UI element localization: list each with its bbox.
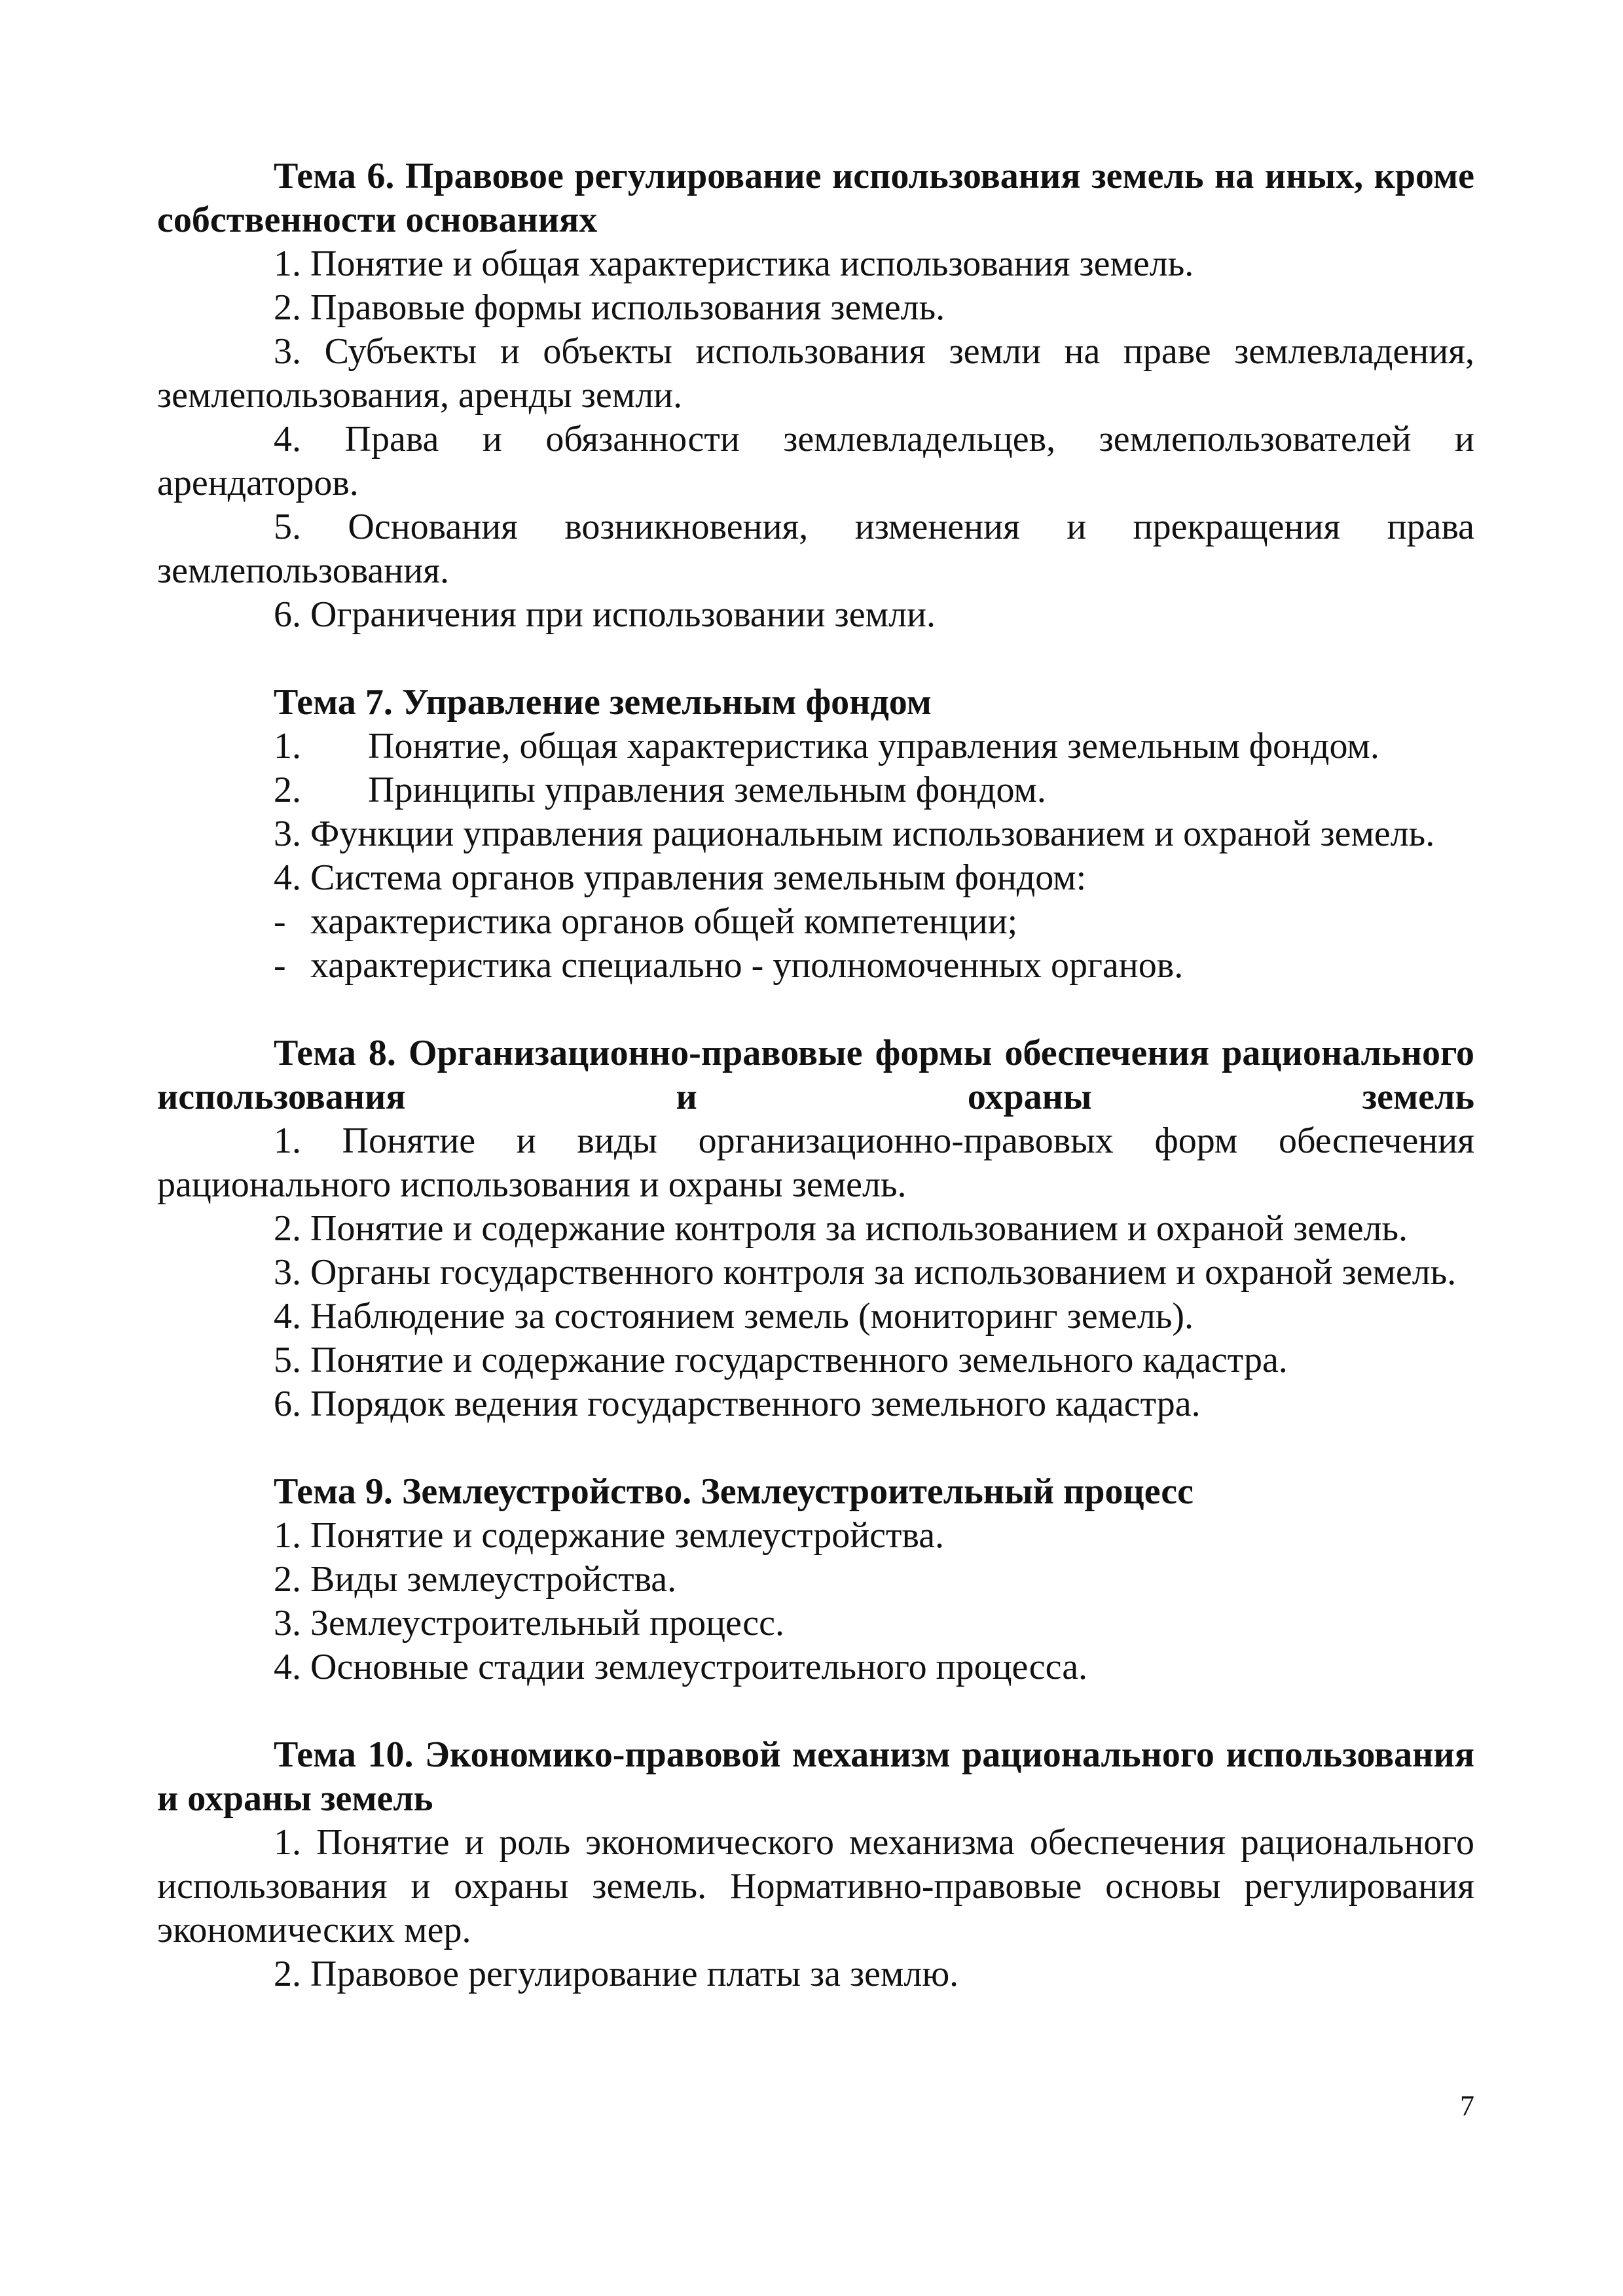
- list-item: 1. Понятие и роль экономического механизма обеспечения рационального использования и охраны земель. Нормативно-правовые основы регулирования экономических мер.: [157, 1822, 1474, 1950]
- section-topic-8: [157, 1031, 1474, 1426]
- list-item: 2. Правовое регулирование платы за землю.: [274, 1954, 959, 1994]
- section-heading: Тема 10. Экономико-правовой механизм рационального использования и охраны земель: [157, 1734, 1474, 1819]
- list-item: 3. Землеустроительный процесс.: [274, 1603, 785, 1643]
- list-item: 4. Права и обязанности землевладельцев, землепользователей и арендаторов.: [157, 419, 1474, 503]
- list-item: 6. Порядок ведения государственного земельного кадастра.: [274, 1384, 1201, 1424]
- page-content: [157, 154, 1474, 2040]
- page-number: 7: [1460, 2090, 1474, 2122]
- list-item: 2. Виды землеустройства.: [274, 1559, 677, 1600]
- list-item: 3. Органы государственного контроля за использованием и охраной земель.: [274, 1252, 1457, 1293]
- list-item: [157, 768, 1474, 812]
- list-item-number: 2.: [274, 770, 301, 810]
- list-item: 4. Система органов управления земельным фондом:: [274, 857, 1087, 898]
- list-item-number: 1.: [274, 726, 301, 766]
- section-topic-7: [157, 681, 1474, 988]
- list-item: [157, 725, 1474, 768]
- dash-list-item-text: характеристика органов общей компетенции;: [310, 901, 1018, 942]
- section-heading: Тема 9. Землеустройство. Землеустроительный процесс: [274, 1471, 1194, 1512]
- list-item: 2. Понятие и содержание контроля за использованием и охраной земель.: [274, 1208, 1408, 1249]
- list-item: 1. Понятие и общая характеристика использования земель.: [274, 243, 1194, 284]
- section-heading: Тема 6. Правовое регулирование использования земель на иных, кроме собственности основаниях: [157, 156, 1474, 240]
- list-item: 1. Понятие и содержание землеустройства.: [274, 1515, 945, 1556]
- dash-marker: -: [274, 901, 286, 942]
- list-item: 3. Функции управления рациональным использованием и охраной земель.: [274, 814, 1435, 854]
- dash-marker: -: [274, 945, 286, 986]
- list-item: 5. Основания возникновения, изменения и прекращения права землепользования.: [157, 507, 1474, 591]
- dash-list-item-text: характеристика специально - уполномоченных органов.: [310, 945, 1184, 986]
- list-item-text: Принципы управления земельным фондом.: [368, 770, 1046, 810]
- section-topic-9: [157, 1470, 1474, 1689]
- dash-list-item: [157, 900, 1474, 944]
- dash-list-item: [157, 944, 1474, 988]
- list-item: 3. Субъекты и объекты использования земли на праве землевладения, землепользования, аренды земли.: [157, 331, 1474, 416]
- list-item-text: Понятие, общая характеристика управления земельным фондом.: [368, 726, 1379, 766]
- list-item: 4. Основные стадии землеустроительного процесса.: [274, 1647, 1088, 1687]
- section-topic-10: [157, 1733, 1474, 1996]
- list-item: 4. Наблюдение за состоянием земель (мониторинг земель).: [274, 1296, 1194, 1336]
- section-heading: Тема 7. Управление земельным фондом: [274, 682, 932, 723]
- section-heading: Тема 8. Организационно-правовые формы обеспечения рационального использования и охраны земель: [157, 1033, 1474, 1117]
- list-item: 1. Понятие и виды организационно-правовых форм обеспечения рационального использования и охраны земель.: [157, 1121, 1474, 1205]
- list-item: 2. Правовые формы использования земель.: [274, 287, 945, 328]
- list-item: 5. Понятие и содержание государственного земельного кадастра.: [274, 1340, 1288, 1380]
- section-topic-6: [157, 154, 1474, 637]
- list-item: 6. Ограничения при использовании земли.: [274, 594, 936, 635]
